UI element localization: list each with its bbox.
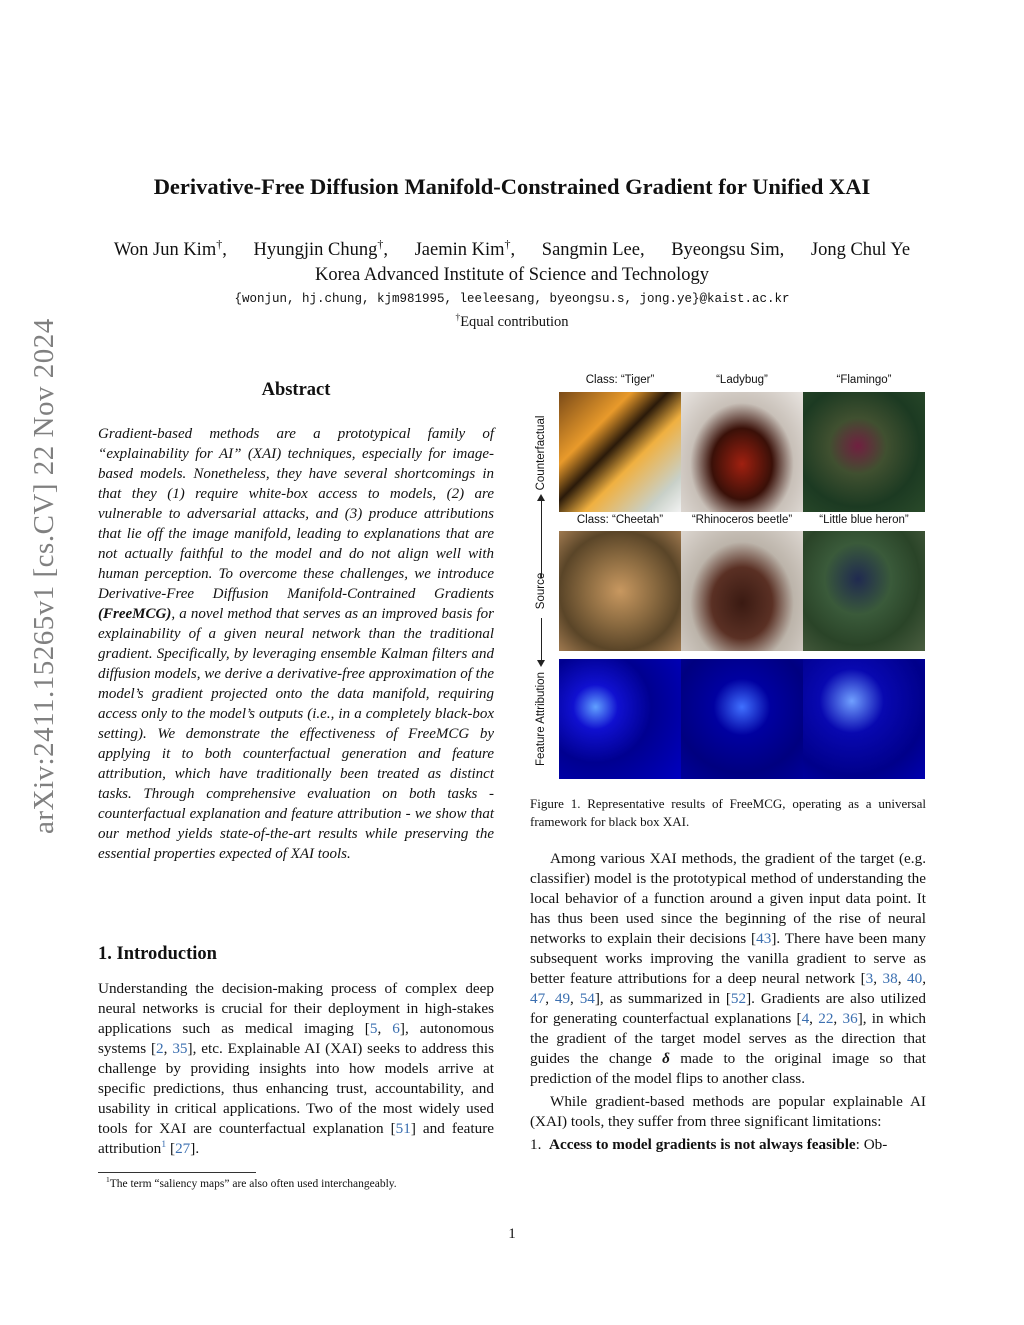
arxiv-identifier: arXiv:2411.15265v1 [cs.CV] 22 Nov 2024 — [28, 318, 60, 834]
attribution-heron-map — [803, 659, 925, 779]
author: Won Jun Kim†, — [113, 236, 227, 260]
citation-link[interactable]: 47 — [530, 990, 546, 1007]
attribution-beetle-map — [681, 659, 803, 779]
figure-label-little-blue-heron: “Little blue heron” — [819, 514, 909, 526]
figure-label-tiger: Class: “Tiger” — [585, 374, 655, 386]
attribution-cheetah-map — [559, 659, 681, 779]
abstract-heading: Abstract — [261, 380, 331, 400]
citation-link[interactable]: 22 — [818, 1010, 834, 1027]
right-column-text — [530, 849, 926, 1155]
citation-link[interactable]: 43 — [756, 930, 772, 947]
citation-link[interactable]: 36 — [842, 1010, 858, 1027]
introduction-paragraph: Understanding the decision-making process of complex deep neural networks is crucial for their deployment in high-stakes applications such as medical imaging [5, 6], autonomous systems [2, 35], etc. Explainable AI (XAI) seeks to address this challenge by providing insights into how models arrive at specific predictions, thus enhancing trust, accountability, and usability in critical applications. Two of the most widely used tools for XAI are counterfactual explanation [51] and feature attribution$^1$ [27]. — [98, 980, 495, 1157]
figure-label-flamingo: “Flamingo” — [836, 374, 892, 386]
list-item: 1. Access to model gradients is not always feasible: Ob- — [530, 1136, 888, 1153]
citation-link[interactable]: 3 — [865, 970, 874, 987]
row-label-feature-attribution: Feature Attribution — [535, 672, 547, 766]
paper-title: Derivative-Free Diffusion Manifold-Constrained Gradient for Unified XAI — [153, 174, 871, 199]
section-heading-introduction: 1. Introduction — [98, 944, 217, 964]
author: Sangmin Lee, — [541, 240, 645, 260]
figure-caption: Figure 1. Representative results of FreeMCG, operating as a universal framework for black box XAI. — [530, 796, 926, 829]
affiliation: Korea Advanced Institute of Science and Technology — [315, 265, 709, 285]
citation-link[interactable]: 54 — [579, 990, 595, 1007]
equal-contribution-note: †Equal contribution — [455, 313, 569, 330]
citation-link[interactable]: 52 — [730, 990, 747, 1007]
citation-link[interactable]: 27 — [175, 1140, 191, 1157]
page-number: 1 — [508, 1226, 516, 1242]
citation-link[interactable]: 49 — [554, 990, 571, 1007]
figure-label-rhinoceros-beetle: “Rhinoceros beetle” — [691, 514, 793, 526]
citation-link[interactable]: 4 — [801, 1010, 810, 1027]
arrow-up-icon — [537, 494, 545, 501]
author: Jaemin Kim†, — [414, 236, 516, 260]
footnote-rule — [98, 1172, 256, 1173]
counterfactual-tiger-image — [559, 392, 681, 512]
citation-link[interactable]: 6 — [392, 1020, 400, 1037]
source-beetle-image — [681, 531, 803, 651]
source-cheetah-image — [559, 531, 681, 651]
author: Byeongsu Sim, — [671, 240, 785, 260]
counterfactual-flamingo-image — [803, 392, 925, 512]
citation-link[interactable]: 38 — [882, 970, 898, 987]
author-emails: {wonjun, hj.chung, kjm981995, leeleesang, byeongsu.s, jong.ye}@kaist.ac.kr — [234, 292, 790, 306]
paragraph: Among various XAI methods, the gradient of the target (e.g. classifier) model is the prototypical method of understanding the local behavior of a function around a given input data point. It has thus been used since the beginning of the rise of neural networks to explain their decisions [43]. There have been many subsequent works improving the vanilla gradient to serve as better feature attributions for a deep neural network [3, 38, 40, 47, 49, 54], as summarized in [52]. Gradients are also utilized for generating counterfactual explanations [4, 22, 36], in which the gradient of the target model serves as the direction that guides the change δ made to the original image so that prediction of the model flips to another class. — [530, 850, 927, 1087]
figure-label-ladybug: “Ladybug” — [716, 374, 768, 386]
figure-arrow-down-line — [541, 618, 542, 662]
footnote: $^1$The term “saliency maps” are also often used interchangeably. — [106, 1175, 397, 1190]
author: Jong Chul Ye — [810, 240, 911, 260]
citation-link[interactable]: 51 — [395, 1120, 411, 1137]
citation-link[interactable]: 40 — [907, 970, 923, 987]
citation-link[interactable]: 5 — [369, 1020, 378, 1037]
row-label-counterfactual: Counterfactual — [535, 415, 547, 491]
citation-link[interactable]: 2 — [156, 1040, 164, 1057]
citation-link[interactable]: 35 — [172, 1040, 188, 1057]
figure-1 — [528, 370, 928, 780]
row-label-source: Source — [535, 572, 547, 610]
abstract-text: Gradient-based methods are a prototypical family of “explainability for AI” (XAI) techniques, especially for image-based models. Nonetheless, they have several shortcomings in that they (1) require white-box access to models, (2) are vulnerable to adversarial attacks, and (3) produce attributions that lie off the image manifold, leading to explanations that are not actually faithful to the model and do not align well with human perception. To overcome these challenges, we introduce Derivative-Free Diffusion Manifold-Contrained Gradients (FreeMCG), a novel method that serves as an improved basis for explainability of a given neural network than the traditional gradient. Specifically, by leveraging ensemble Kalman filters and diffusion models, we derive a derivative-free approximation of the model’s gradient projected onto the data manifold, requiring access only to the model’s outputs (i.e., in a completely black-box setting). We demonstrate the effectiveness of FreeMCG by applying it to both counterfactual generation and feature attribution, which have traditionally been treated as distinct tasks. Through comprehensive evaluation on both tasks - counterfactual explanation and feature attribution - we show that our method yields state-of-the-art results while preserving the essential properties expected of XAI tools. — [98, 426, 494, 862]
author-list — [60, 236, 964, 261]
footnote-marker[interactable]: 1 — [161, 1138, 167, 1150]
figure-label-cheetah: Class: “Cheetah” — [576, 514, 664, 526]
paragraph: While gradient-based methods are popular explainable AI (XAI) tools, they suffer from three significant limitations: — [530, 1093, 926, 1130]
source-heron-image — [803, 531, 925, 651]
author: Hyungjin Chung†, — [253, 236, 388, 260]
counterfactual-ladybug-image — [681, 392, 803, 512]
